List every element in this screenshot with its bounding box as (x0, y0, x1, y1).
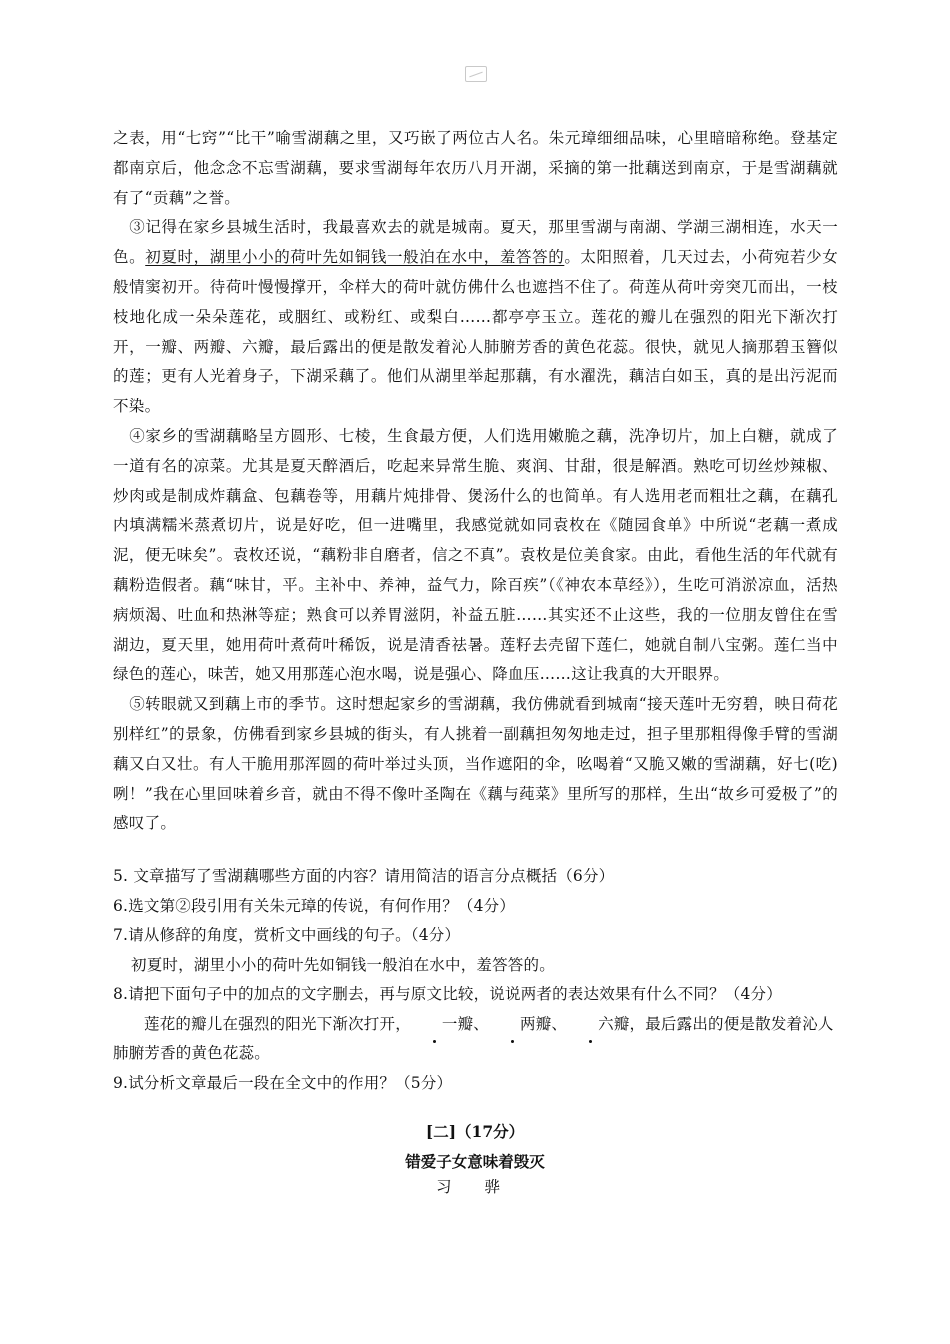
question-6: 6.选文第②段引用有关朱元璋的传说，有何作用？（4分） (113, 896, 516, 915)
image-placeholder-icon (465, 66, 487, 82)
dotted-char: 六 (567, 1010, 614, 1040)
underlined-sentence: 初夏时，湖里小小的荷叶先如铜钱一般泊在水中，羞答答的 (145, 248, 565, 267)
paragraph-3 (113, 213, 838, 422)
paragraph-3-intro: ③记得在家乡县城生活时，我最喜欢去的就是城南。夏天，那里雪湖与南湖、学湖三湖相连，水天一色。 (113, 218, 838, 267)
question-list (113, 862, 838, 1098)
q8-sentence-end: 瓣，最后露出的便是散发着沁人肺腑芳香的黄色花蕊。 (113, 1014, 834, 1062)
paragraph-4: ④家乡的雪湖藕略呈方圆形、七棱，生食最方便，人们选用嫩脆之藕，洗净切片，加上白糖，就成了一道有名的凉菜。尤其是夏天醉酒后，吃起来异常生脆、爽润、甘甜，很是解酒。熟吃可切丝炒辣椒、炒肉或是制成炸藕盒、包藕卷等，用藕片炖排骨、煲汤什么的也简单。有人选用老而粗壮之藕，在藕孔内填满糯米蒸煮切片，说是好吃，但一进嘴里，我感觉就如同袁枚在《随园食单》中所说“老藕一煮成泥，便无味矣”。袁枚还说，“藕粉非自磨者，信之不真”。袁枚是位美食家。由此，看他生活的年代就有藕粉造假者。藕“味甘，平。主补中、养神，益气力，除百疾”（《神农本草经》），生吃可消淤凉血，活热病烦渴、吐血和热淋等症；熟食可以养胃滋阴，补益五脏……其实还不止这些，我的一位朋友曾住在雪湖边，夏天里，她用荷叶煮荷叶稀饭，说是清香祛暑。莲籽去壳留下莲仁，她就自制八宝粥。莲仁当中绿色的莲心，味苦，她又用那莲心泡水喝，说是强心、降血压……这让我真的大开眼界。 (113, 426, 838, 684)
reading-passage (113, 124, 838, 839)
q8-fragment: 瓣、 (535, 1014, 568, 1033)
paragraph-3-body: 。太阳照着，几天过去，小荷宛若少女般情窦初开。待荷叶慢慢撑开，伞样大的荷叶就仿佛什么也遮挡不住了。荷莲从荷叶旁突兀而出，一枝枝地化成一朵朵莲花，或胭红、或粉红、或梨白……都亭亭玉立。莲花的瓣儿在强烈的阳光下渐次打开，一瓣、两瓣、六瓣，最后露出的便是散发着沁人肺腑芳香的黄色花蕊。很快，就见人摘那碧玉簪似的莲；更有人光着身子，下湖采藕了。他们从湖里举起那藕，有水濯洗，藕洁白如玉，真的是出污泥而不染。 (113, 248, 838, 416)
dotted-char: 两 (489, 1010, 536, 1040)
paragraph-5: ⑤转眼就又到藕上市的季节。这时想起家乡的雪湖藕，我仿佛就看到城南“接天莲叶无穷碧，映日荷花别样红”的景象，仿佛看到家乡县城的街头，有人挑着一副藕担匆匆地走过，担子里那粗得像手臂的雪湖藕又白又壮。有人干脆用那浑圆的荷叶举过头顶，当作遮阳的伞，吆喝着“又脆又嫩的雪湖藕，好七(吃)咧！”我在心里回味着乡音，就由不得不像叶圣陶在《藕与莼菜》里所写的那样，生出“故乡可爱极了”的感叹了。 (113, 695, 838, 833)
question-8-sentence (113, 1010, 838, 1069)
section-heading: [二]（17分） (425, 1122, 525, 1141)
article-author: 习 骅 (436, 1178, 514, 1196)
question-7-sentence: 初夏时，湖里小小的荷叶先如铜钱一般泊在水中，羞答答的。 (131, 955, 555, 974)
dotted-char: 一 (411, 1010, 458, 1040)
q8-sentence-start: 莲花的瓣儿在强烈的阳光下渐次打开， (144, 1014, 411, 1033)
question-8: 8.请把下面句子中的加点的文字删去，再与原文比较，说说两者的表达效果有什么不同？（4分） (113, 985, 782, 1003)
question-5: 5. 文章描写了雪湖藕哪些方面的内容？请用简洁的语言分点概括（6分） (113, 867, 615, 885)
q8-fragment: 瓣、 (457, 1014, 490, 1033)
question-9: 9.试分析文章最后一段在全文中的作用？（5分） (113, 1073, 453, 1092)
article-title: 错爱子女意味着毁灭 (405, 1153, 545, 1171)
paragraph-2-continued: 之表，用“七窍”“比干”喻雪湖藕之里，又巧嵌了两位古人名。朱元璋细细品味，心里暗暗称绝。登基定都南京后，他念念不忘雪湖藕，要求雪湖每年农历八月开湖，采摘的第一批藕送到南京，于是雪湖藕就有了“贡藕”之誉。 (113, 129, 838, 207)
question-7: 7.请从修辞的角度，赏析文中画线的句子。（4分） (113, 926, 461, 944)
